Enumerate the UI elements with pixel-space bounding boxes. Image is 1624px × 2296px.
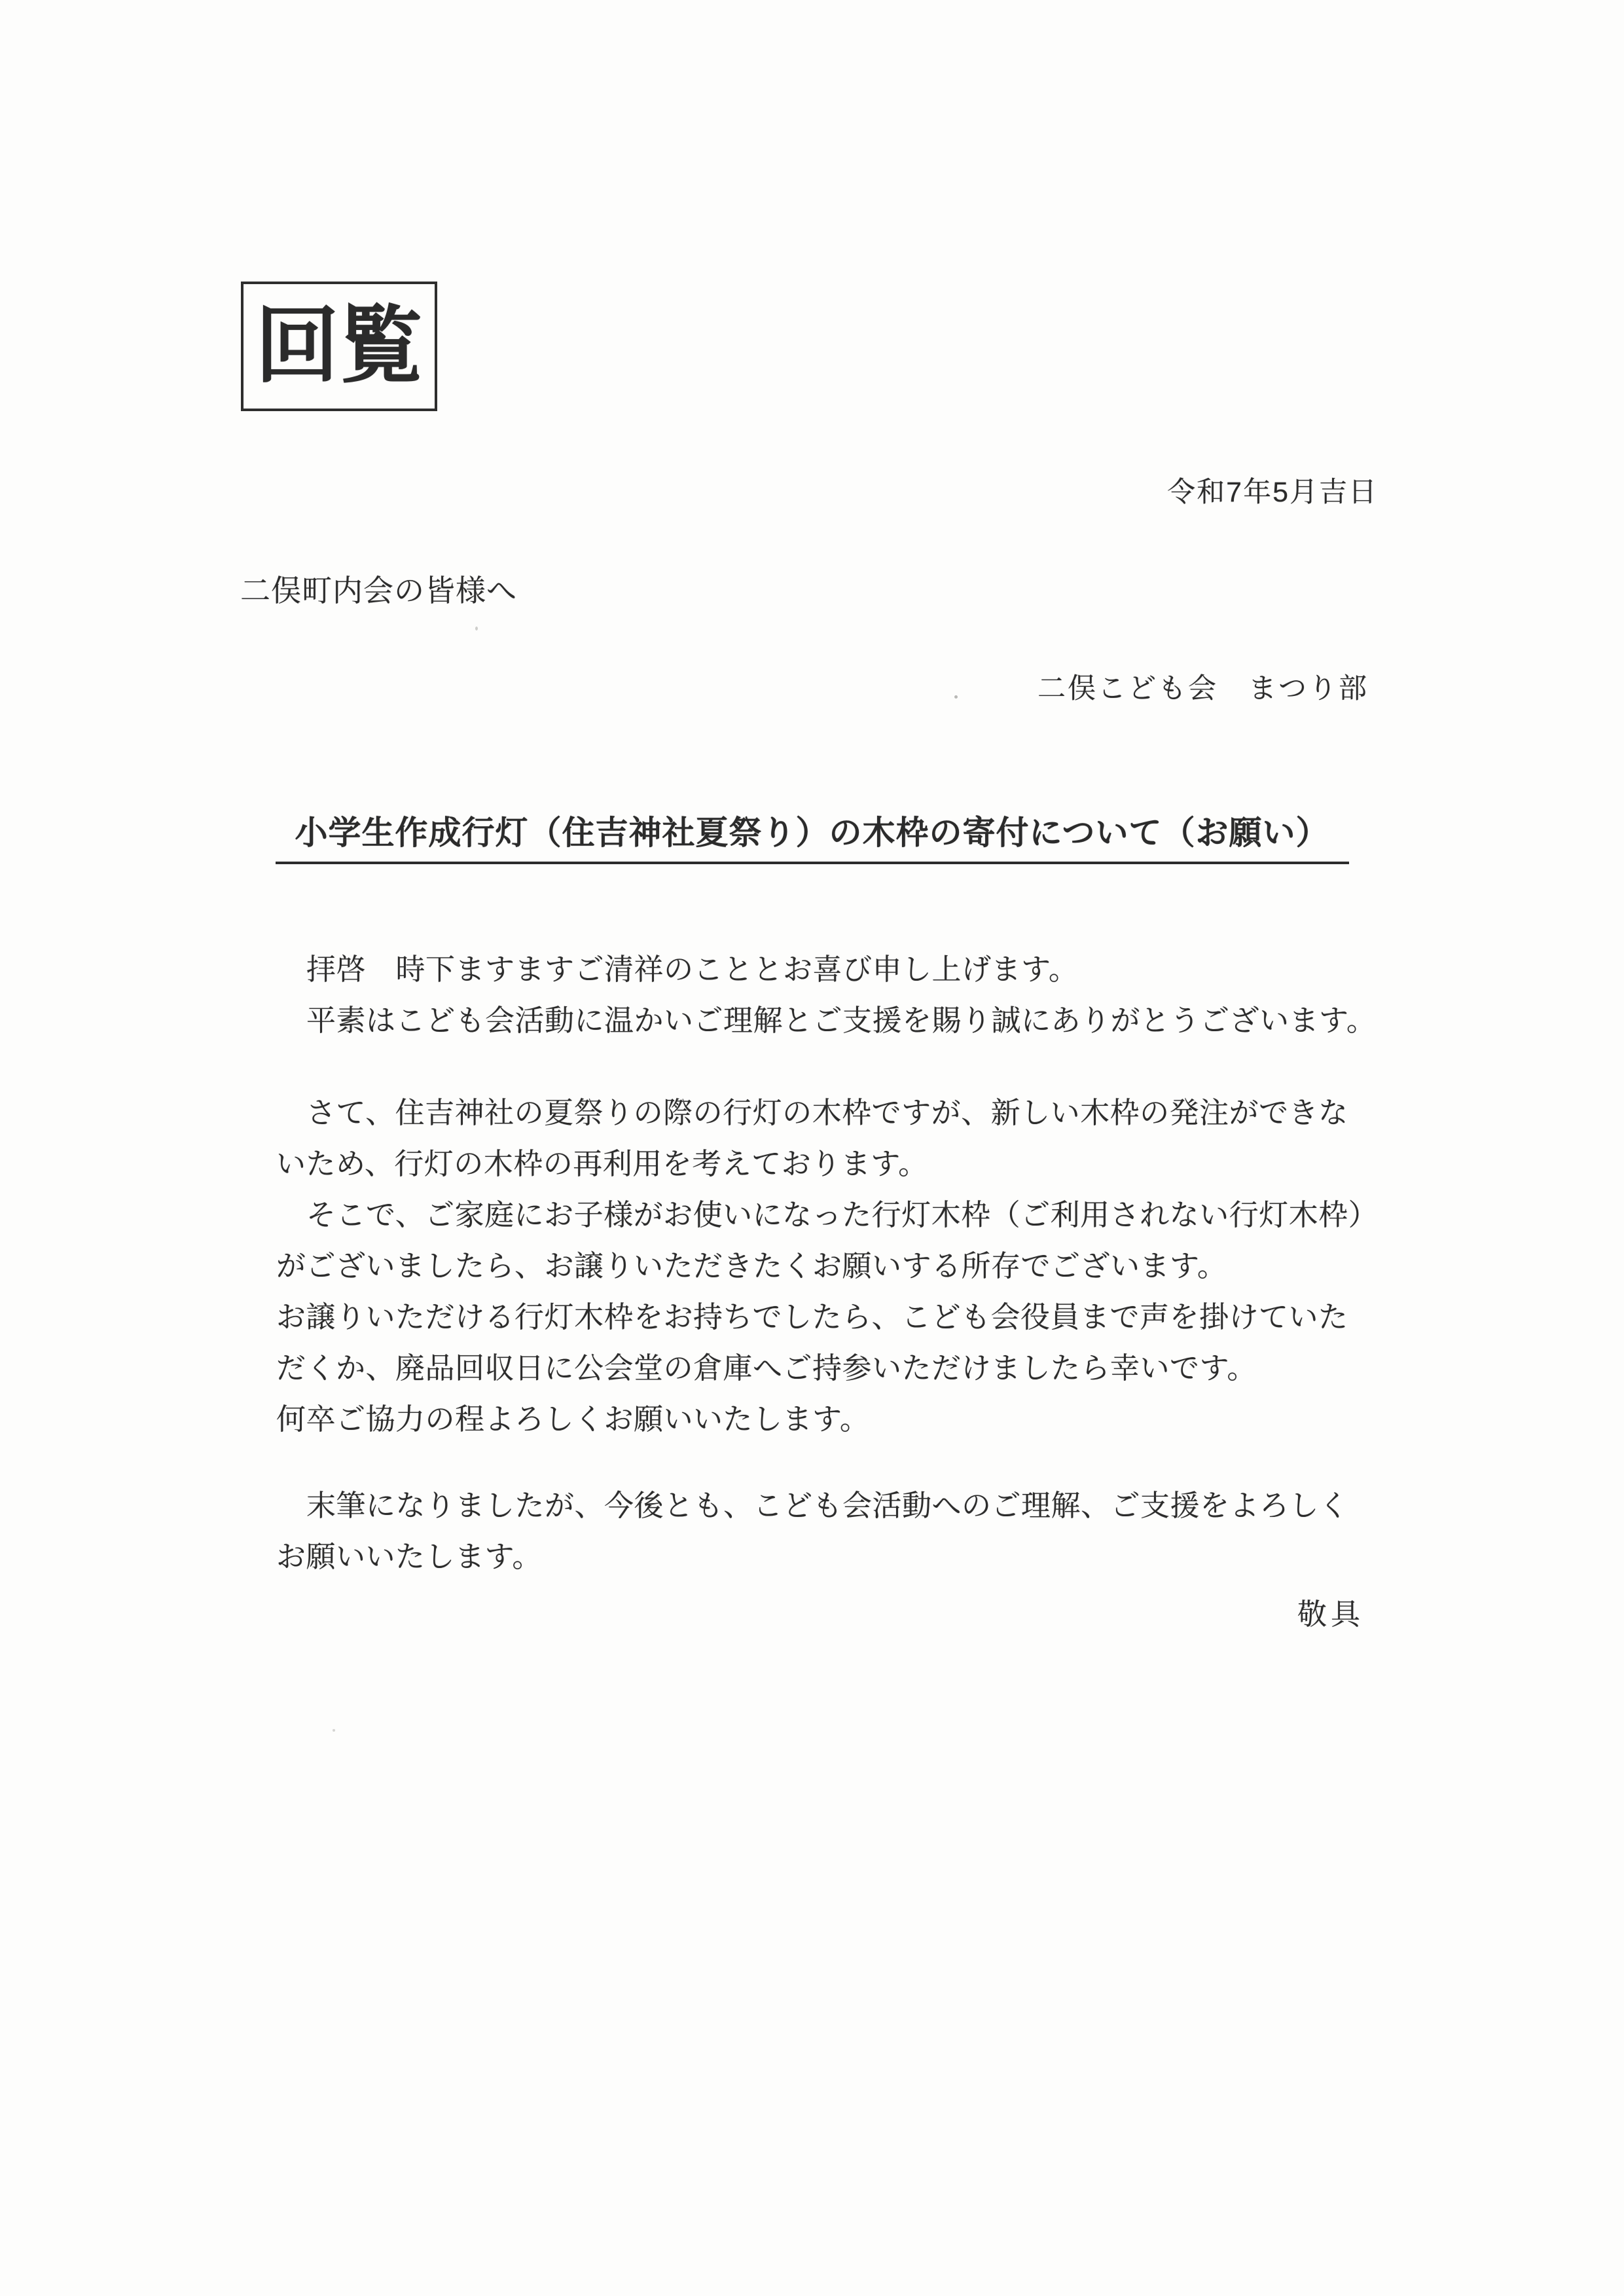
letter-body	[276, 944, 1382, 1640]
letter-sender: 二俣こども会 まつり部	[1038, 673, 1369, 704]
letter-sign-off: 敬具	[1297, 1597, 1364, 1631]
scan-speck	[954, 695, 958, 699]
letter-addressee: 二俣町内会の皆様へ	[240, 574, 517, 608]
circulation-stamp-label: 回覧	[255, 299, 423, 393]
body-line: 拝啓 時下ますますご清祥のこととお喜び申し上げます。	[306, 953, 1079, 986]
scan-speck	[475, 627, 478, 630]
body-line: お願いいたします。	[276, 1540, 542, 1573]
letter-title: 小学生作成行灯（住吉神社夏祭り）の木枠の寄付について（お願い）	[276, 807, 1349, 864]
body-line: お譲りいただける行灯木枠をお持ちでしたら、こども会役員まで声を掛けていた	[276, 1300, 1348, 1334]
body-line: さて、住吉神社の夏祭りの際の行灯の木枠ですが、新しい木枠の発注ができな	[306, 1096, 1348, 1129]
circulation-stamp	[241, 282, 437, 411]
scan-speck	[333, 1729, 335, 1732]
body-line: 平素はこども会活動に温かいご理解とご支援を賜り誠にありがとうございます。	[306, 1004, 1377, 1037]
body-line: いため、行灯の木枠の再利用を考えております。	[276, 1147, 928, 1180]
letter-title-row	[0, 807, 1624, 864]
body-line: 何卒ご協力の程よろしくお願いいたします。	[276, 1402, 870, 1436]
body-line: そこで、ご家庭にお子様がお使いになった行灯木枠（ご利用されない行灯木枠）	[306, 1198, 1379, 1231]
body-line: だくか、廃品回収日に公会堂の倉庫へご持参いただけましたら幸いです。	[276, 1351, 1257, 1385]
body-line: がございましたら、お譲りいただきたくお願いする所存でございます。	[276, 1249, 1227, 1283]
body-line: 末筆になりましたが、今後とも、こども会活動へのご理解、ご支援をよろしく	[306, 1489, 1349, 1522]
letter-date: 令和7年5月吉日	[1167, 477, 1378, 508]
